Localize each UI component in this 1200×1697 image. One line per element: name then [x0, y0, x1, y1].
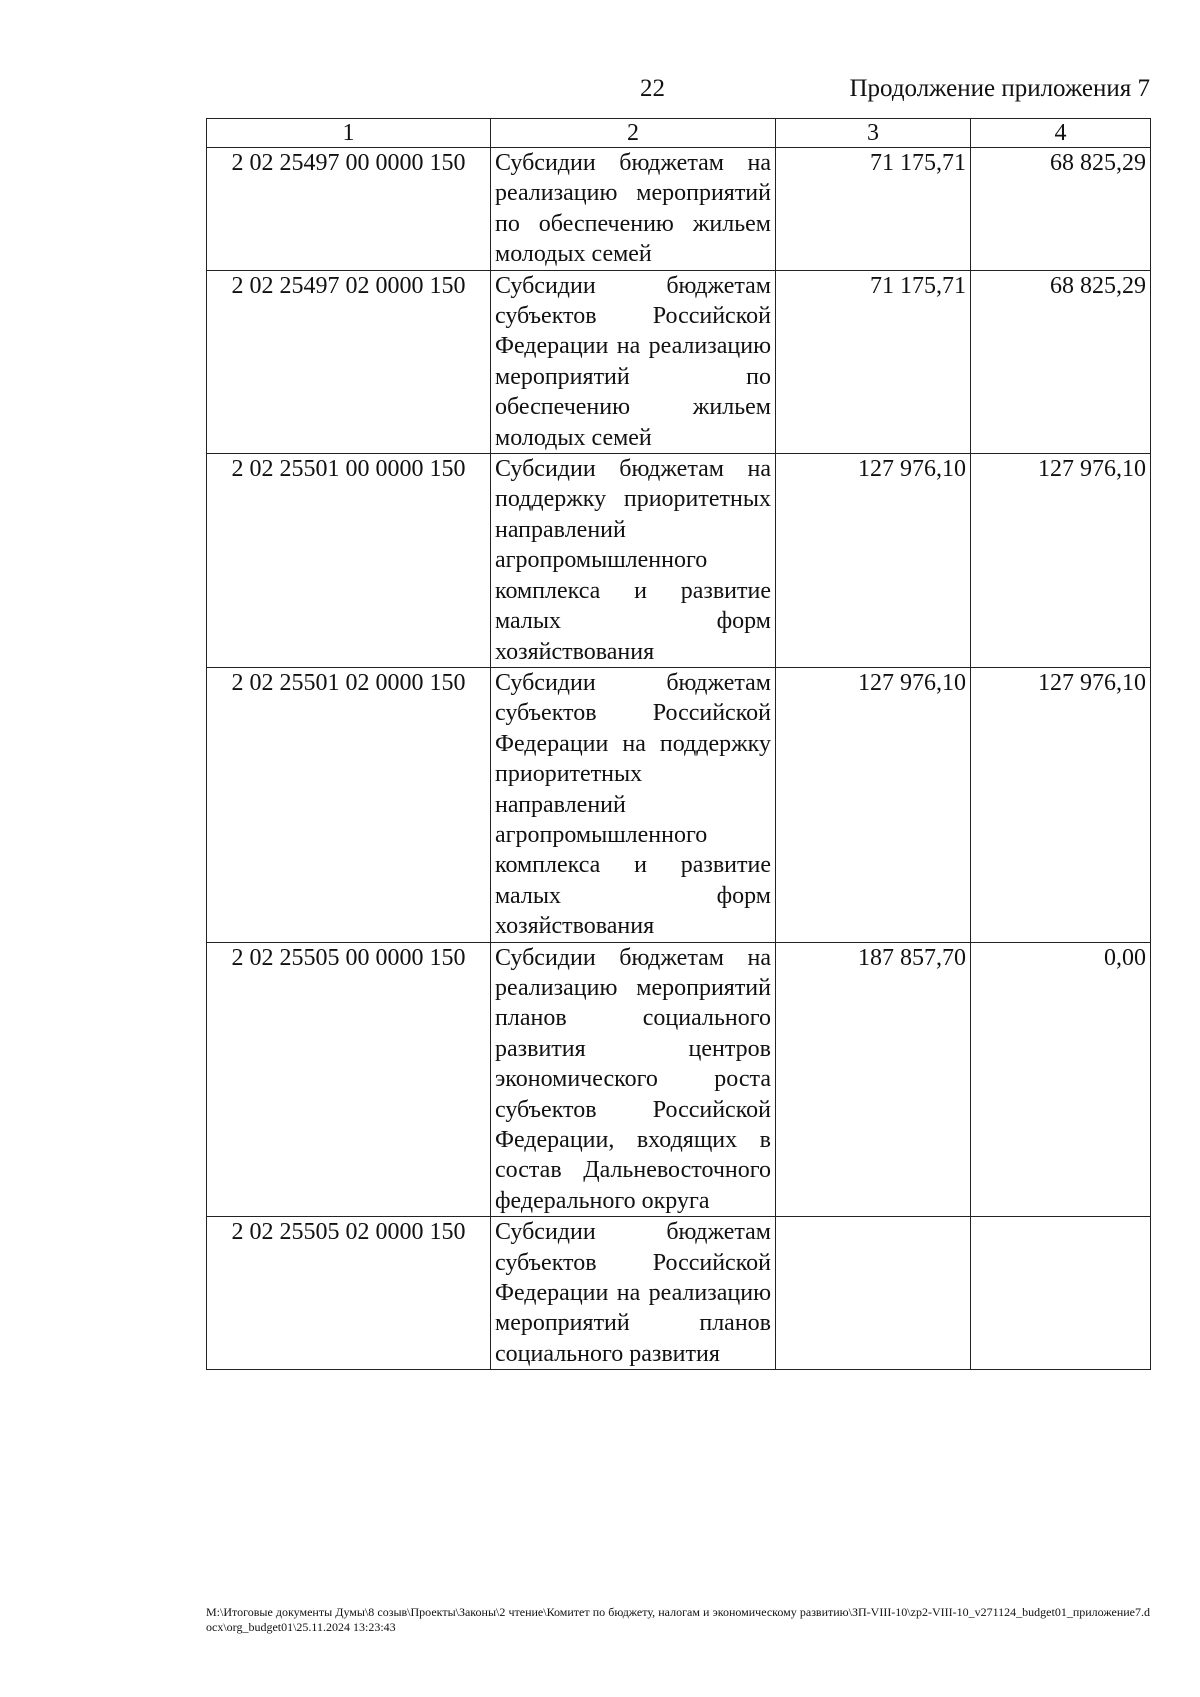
column-header-4: 4 — [971, 119, 1151, 148]
column-header-1: 1 — [207, 119, 491, 148]
table-row — [207, 454, 1151, 668]
budget-code-cell: 2 02 25505 00 0000 150 — [207, 942, 491, 1217]
budget-code-cell: 2 02 25497 00 0000 150 — [207, 148, 491, 271]
table-row — [207, 1217, 1151, 1370]
budget-code-cell: 2 02 25505 02 0000 150 — [207, 1217, 491, 1370]
column-header-2: 2 — [491, 119, 776, 148]
value-column-3-cell: 127 976,10 — [776, 667, 971, 942]
value-column-3-cell: 127 976,10 — [776, 454, 971, 668]
value-column-4-cell: 127 976,10 — [971, 454, 1151, 668]
description-cell: Субсидии бюджетам субъектов Российской Федерации на реализацию мероприятий планов социального развития — [491, 1217, 776, 1370]
page-number: 22 — [640, 75, 665, 102]
description-cell: Субсидии бюджетам субъектов Российской Федерации на поддержку приоритетных направлений агропромышленного комплекса и развитие малых форм хозяйствования — [491, 667, 776, 942]
description-cell: Субсидии бюджетам субъектов Российской Федерации на реализацию мероприятий по обеспечению жильем молодых семей — [491, 270, 776, 453]
budget-code-cell: 2 02 25501 00 0000 150 — [207, 454, 491, 668]
value-column-3-cell — [776, 1217, 971, 1370]
value-column-4-cell: 127 976,10 — [971, 667, 1151, 942]
description-cell: Субсидии бюджетам на реализацию мероприятий по обеспечению жильем молодых семей — [491, 148, 776, 271]
value-column-3-cell: 187 857,70 — [776, 942, 971, 1217]
value-column-4-cell: 68 825,29 — [971, 148, 1151, 271]
continuation-heading: Продолжение приложения 7 — [849, 75, 1150, 102]
value-column-4-cell — [971, 1217, 1151, 1370]
table-row — [207, 270, 1151, 453]
table-row — [207, 667, 1151, 942]
value-column-4-cell: 68 825,29 — [971, 270, 1151, 453]
table-row — [207, 148, 1151, 271]
file-path-footer: M:\Итоговые документы Думы\8 созыв\Проекты\Законы\2 чтение\Комитет по бюджету, налогам и экономическому развитию\ЗП-VIII-10\zp2-VIII-10_v271124_budget01_приложение7.docx\org_budget01\25.11.2024 13:23:43 — [206, 1605, 1150, 1634]
table-row — [207, 942, 1151, 1217]
budget-table — [206, 118, 1151, 1370]
budget-code-cell: 2 02 25501 02 0000 150 — [207, 667, 491, 942]
table-header-row — [207, 119, 1151, 148]
column-header-3: 3 — [776, 119, 971, 148]
value-column-3-cell: 71 175,71 — [776, 148, 971, 271]
value-column-3-cell: 71 175,71 — [776, 270, 971, 453]
description-cell: Субсидии бюджетам на реализацию мероприятий планов социального развития центров экономического роста субъектов Российской Федерации, входящих в состав Дальневосточного федерального округа — [491, 942, 776, 1217]
budget-code-cell: 2 02 25497 02 0000 150 — [207, 270, 491, 453]
description-cell: Субсидии бюджетам на поддержку приоритетных направлений агропромышленного комплекса и развитие малых форм хозяйствования — [491, 454, 776, 668]
value-column-4-cell: 0,00 — [971, 942, 1151, 1217]
